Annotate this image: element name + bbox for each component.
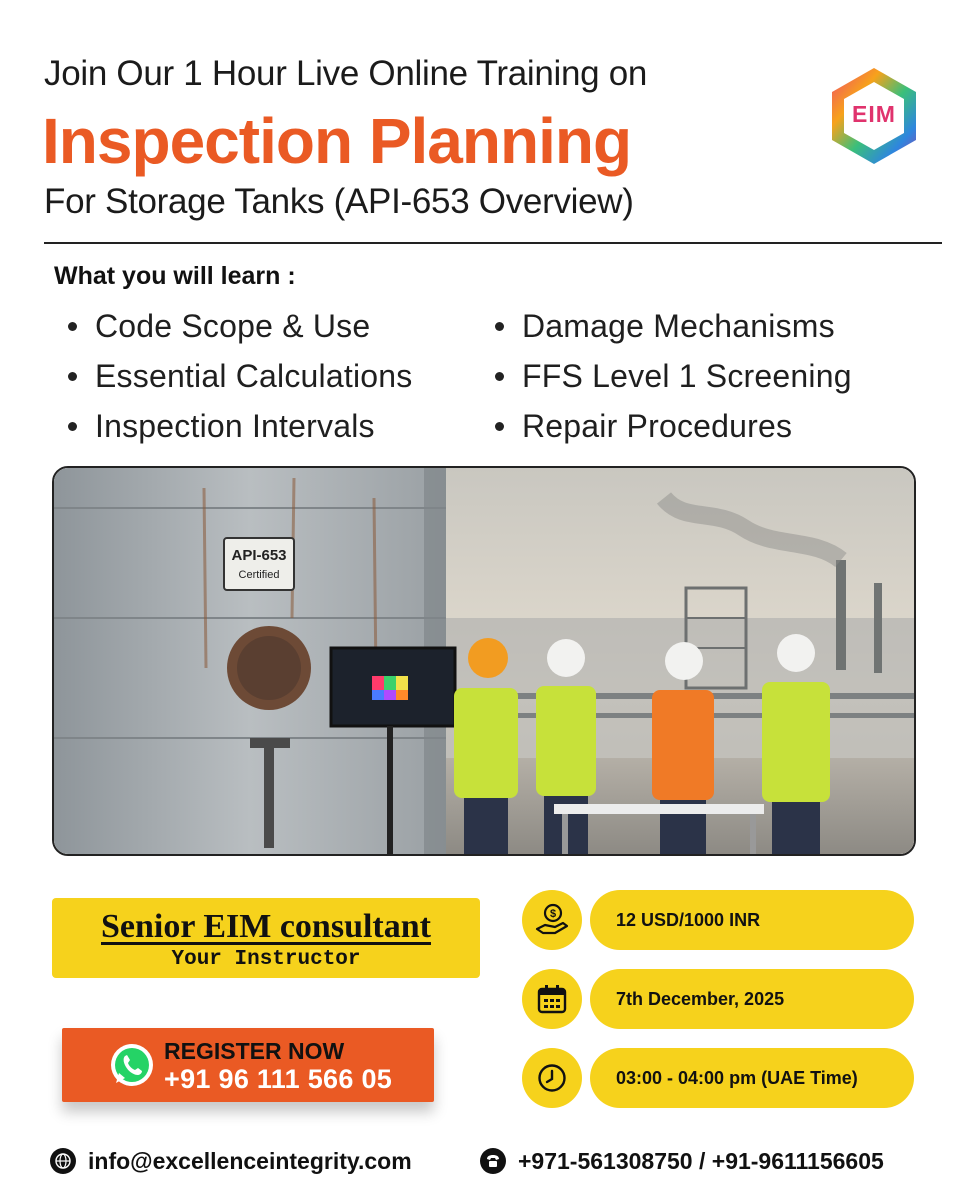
clock-icon [522, 1048, 582, 1108]
phone-icon [480, 1148, 506, 1174]
globe-icon [50, 1148, 76, 1174]
learn-list [68, 308, 928, 444]
whatsapp-icon [108, 1041, 156, 1089]
headline-subtitle: For Storage Tanks (API-653 Overview) [44, 182, 634, 221]
footer-email-text: info@excellenceintegrity.com [88, 1147, 412, 1174]
bullet-icon [495, 422, 504, 431]
learn-item [495, 408, 928, 444]
learn-item-label: FFS Level 1 Screening [522, 357, 852, 394]
learn-item [495, 308, 928, 344]
learn-item-label: Damage Mechanisms [522, 307, 835, 344]
calendar-icon [522, 969, 582, 1029]
price-icon [522, 890, 582, 950]
instructor-role: Your Instructor [171, 948, 361, 971]
sign-line1: API-653 [231, 547, 287, 564]
headline-title: Inspection Planning [42, 105, 632, 177]
headline-intro: Join Our 1 Hour Live Online Training on [44, 54, 648, 93]
storage-tank-inspection-illustration [54, 468, 914, 854]
date-text: 7th December, 2025 [590, 969, 914, 1029]
learn-item-label: Inspection Intervals [95, 407, 375, 444]
price-text: 12 USD/1000 INR [590, 890, 914, 950]
learn-item [68, 408, 495, 444]
time-text: 03:00 - 04:00 pm (UAE Time) [590, 1048, 914, 1108]
header-divider [44, 242, 942, 244]
learn-heading: What you will learn : [54, 262, 296, 290]
learn-item [68, 358, 495, 394]
instructor-name: Senior EIM consultant [101, 908, 431, 945]
footer-email[interactable] [50, 1146, 412, 1176]
eim-logo [826, 64, 922, 168]
register-button[interactable] [62, 1028, 434, 1102]
sign-line2: Certified [238, 569, 280, 581]
register-title: REGISTER NOW [164, 1038, 345, 1064]
footer-phones-text: +971-561308750 / +91-9611156605 [518, 1147, 884, 1174]
hero-photo [52, 466, 916, 856]
bullet-icon [495, 322, 504, 331]
bullet-icon [495, 372, 504, 381]
learn-item [495, 358, 928, 394]
footer-phones[interactable] [480, 1146, 884, 1176]
register-phone: +91 96 111 566 05 [164, 1064, 393, 1094]
learn-item-label: Code Scope & Use [95, 307, 371, 344]
logo-text: EIM [852, 101, 896, 127]
learn-item-label: Essential Calculations [95, 357, 413, 394]
learn-item-label: Repair Procedures [522, 407, 793, 444]
bullet-icon [68, 372, 77, 381]
bullet-icon [68, 322, 77, 331]
learn-item [68, 308, 495, 344]
svg-text:$: $ [549, 908, 557, 920]
bullet-icon [68, 422, 77, 431]
instructor-card [52, 898, 480, 978]
